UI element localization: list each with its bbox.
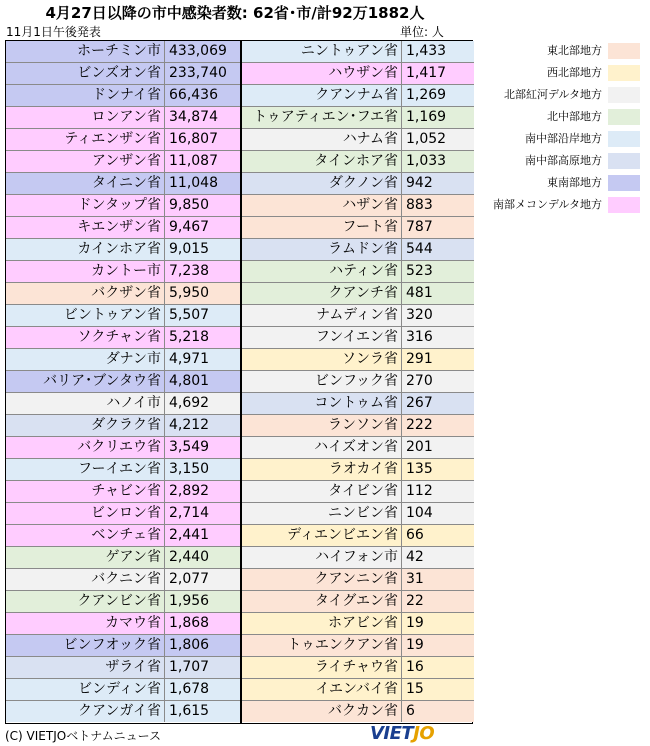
table-row bbox=[6, 547, 240, 569]
province-name: アンザン省 bbox=[6, 151, 165, 172]
case-count: 66,436 bbox=[165, 85, 240, 106]
legend-label: 東南部地方 bbox=[547, 176, 602, 189]
legend-label: 西北部地方 bbox=[547, 66, 602, 79]
case-count: 1,956 bbox=[165, 591, 240, 612]
case-count: 267 bbox=[402, 393, 474, 414]
case-count: 883 bbox=[402, 195, 474, 216]
case-count: 4,692 bbox=[165, 393, 240, 414]
table-row bbox=[6, 261, 240, 283]
table-row bbox=[242, 349, 474, 371]
province-name: ダクノン省 bbox=[242, 173, 402, 194]
table-row bbox=[242, 371, 474, 393]
case-count: 22 bbox=[402, 591, 474, 612]
province-name: ニントゥアン省 bbox=[242, 41, 402, 62]
case-count: 5,507 bbox=[165, 305, 240, 326]
case-count: 19 bbox=[402, 635, 474, 656]
province-name: ランソン省 bbox=[242, 415, 402, 436]
table-row bbox=[242, 591, 474, 613]
province-name: ハイフォン市 bbox=[242, 547, 402, 568]
case-count: 15 bbox=[402, 679, 474, 700]
case-count: 1,052 bbox=[402, 129, 474, 150]
table-row bbox=[242, 437, 474, 459]
province-name: ホーチミン市 bbox=[6, 41, 165, 62]
legend-swatch bbox=[608, 43, 640, 59]
legend-item bbox=[480, 84, 646, 106]
province-name: バクザン省 bbox=[6, 283, 165, 304]
province-name: ティエンザン省 bbox=[6, 129, 165, 150]
legend-item bbox=[480, 194, 646, 216]
case-count: 19 bbox=[402, 613, 474, 634]
table-row bbox=[6, 591, 240, 613]
case-count: 66 bbox=[402, 525, 474, 546]
table-row bbox=[242, 657, 474, 679]
table-row bbox=[242, 503, 474, 525]
table-row bbox=[242, 283, 474, 305]
case-count: 1,868 bbox=[165, 613, 240, 634]
case-count: 9,850 bbox=[165, 195, 240, 216]
case-count: 2,441 bbox=[165, 525, 240, 546]
case-count: 2,892 bbox=[165, 481, 240, 502]
case-count: 4,801 bbox=[165, 371, 240, 392]
table-row bbox=[242, 327, 474, 349]
province-name: ハナム省 bbox=[242, 129, 402, 150]
province-name: ベンチェ省 bbox=[6, 525, 165, 546]
province-name: クアンニン省 bbox=[242, 569, 402, 590]
table-row bbox=[6, 283, 240, 305]
left-column bbox=[6, 41, 240, 723]
province-name: ダナン市 bbox=[6, 349, 165, 370]
legend-item bbox=[480, 150, 646, 172]
legend-swatch bbox=[608, 153, 640, 169]
case-count: 5,218 bbox=[165, 327, 240, 348]
province-name: ビントゥアン省 bbox=[6, 305, 165, 326]
case-count: 270 bbox=[402, 371, 474, 392]
legend-swatch bbox=[608, 131, 640, 147]
case-count: 7,238 bbox=[165, 261, 240, 282]
case-count: 112 bbox=[402, 481, 474, 502]
province-name: クアンビン省 bbox=[6, 591, 165, 612]
province-name: カマウ省 bbox=[6, 613, 165, 634]
case-count: 222 bbox=[402, 415, 474, 436]
province-name: ビンフオック省 bbox=[6, 635, 165, 656]
province-name: ドンナイ省 bbox=[6, 85, 165, 106]
table-row bbox=[6, 635, 240, 657]
copyright-text: (C) VIETJOベトナムニュース bbox=[5, 729, 162, 743]
case-count: 1,033 bbox=[402, 151, 474, 172]
table-row bbox=[242, 305, 474, 327]
case-count: 11,048 bbox=[165, 173, 240, 194]
table-row bbox=[6, 459, 240, 481]
table-row bbox=[242, 525, 474, 547]
table-row bbox=[242, 393, 474, 415]
table-row bbox=[242, 151, 474, 173]
province-name: カントー市 bbox=[6, 261, 165, 282]
case-count: 5,950 bbox=[165, 283, 240, 304]
case-count: 9,015 bbox=[165, 239, 240, 260]
province-name: ラムドン省 bbox=[242, 239, 402, 260]
legend-swatch bbox=[608, 197, 640, 213]
province-name: フンイエン省 bbox=[242, 327, 402, 348]
table-row bbox=[6, 349, 240, 371]
case-count: 3,549 bbox=[165, 437, 240, 458]
province-name: バリア･ブンタウ省 bbox=[6, 371, 165, 392]
case-count: 2,077 bbox=[165, 569, 240, 590]
table-row bbox=[6, 569, 240, 591]
province-name: イエンバイ省 bbox=[242, 679, 402, 700]
table-row bbox=[242, 129, 474, 151]
legend-label: 東北部地方 bbox=[547, 44, 602, 57]
table-row bbox=[6, 195, 240, 217]
province-name: バクニン省 bbox=[6, 569, 165, 590]
infection-table bbox=[5, 40, 473, 724]
case-count: 1,269 bbox=[402, 85, 474, 106]
legend-swatch bbox=[608, 87, 640, 103]
province-name: ラオカイ省 bbox=[242, 459, 402, 480]
province-name: バクカン省 bbox=[242, 701, 402, 722]
table-row bbox=[6, 327, 240, 349]
case-count: 42 bbox=[402, 547, 474, 568]
right-column bbox=[240, 41, 474, 723]
legend-label: 北中部地方 bbox=[547, 110, 602, 123]
table-row bbox=[6, 305, 240, 327]
case-count: 1,433 bbox=[402, 41, 474, 62]
table-row bbox=[242, 635, 474, 657]
table-row bbox=[242, 195, 474, 217]
legend-swatch bbox=[608, 109, 640, 125]
case-count: 433,069 bbox=[165, 41, 240, 62]
table-row bbox=[242, 261, 474, 283]
case-count: 104 bbox=[402, 503, 474, 524]
case-count: 201 bbox=[402, 437, 474, 458]
case-count: 9,467 bbox=[165, 217, 240, 238]
province-name: ハノイ市 bbox=[6, 393, 165, 414]
province-name: ザライ省 bbox=[6, 657, 165, 678]
case-count: 4,212 bbox=[165, 415, 240, 436]
table-row bbox=[242, 63, 474, 85]
legend-swatch bbox=[608, 65, 640, 81]
table-row bbox=[6, 657, 240, 679]
legend-item bbox=[480, 172, 646, 194]
table-row bbox=[6, 481, 240, 503]
legend-label: 南中部沿岸地方 bbox=[525, 132, 602, 145]
province-name: ハザン省 bbox=[242, 195, 402, 216]
case-count: 16,807 bbox=[165, 129, 240, 150]
date-note: 11月1日午後発表 bbox=[6, 25, 101, 39]
province-name: ビンディン省 bbox=[6, 679, 165, 700]
legend-swatch bbox=[608, 175, 640, 191]
table-row bbox=[6, 415, 240, 437]
table-row bbox=[6, 85, 240, 107]
table-row bbox=[6, 107, 240, 129]
table-row bbox=[6, 701, 240, 723]
table-row bbox=[6, 41, 240, 63]
province-name: ニンビン省 bbox=[242, 503, 402, 524]
legend-label: 南部メコンデルタ地方 bbox=[492, 198, 602, 211]
case-count: 135 bbox=[402, 459, 474, 480]
province-name: タイビン省 bbox=[242, 481, 402, 502]
page-title: 4月27日以降の市中感染者数: 62省･市/計92万1882人 bbox=[45, 4, 425, 22]
case-count: 1,678 bbox=[165, 679, 240, 700]
case-count: 523 bbox=[402, 261, 474, 282]
province-name: ゲアン省 bbox=[6, 547, 165, 568]
logo-main: VIET bbox=[370, 723, 414, 744]
province-name: ダクラク省 bbox=[6, 415, 165, 436]
table-row bbox=[6, 525, 240, 547]
table-row bbox=[6, 393, 240, 415]
table-row bbox=[242, 701, 474, 723]
table-row bbox=[242, 547, 474, 569]
legend-item bbox=[480, 62, 646, 84]
case-count: 316 bbox=[402, 327, 474, 348]
province-name: トゥアティエン･フエ省 bbox=[242, 107, 402, 128]
legend-item bbox=[480, 106, 646, 128]
province-name: トゥエンクアン省 bbox=[242, 635, 402, 656]
table-row bbox=[242, 107, 474, 129]
province-name: ドンタップ省 bbox=[6, 195, 165, 216]
table-row bbox=[6, 129, 240, 151]
table-row bbox=[6, 239, 240, 261]
province-name: ハイズオン省 bbox=[242, 437, 402, 458]
case-count: 1,806 bbox=[165, 635, 240, 656]
province-name: クアンチ省 bbox=[242, 283, 402, 304]
case-count: 320 bbox=[402, 305, 474, 326]
table-row bbox=[6, 437, 240, 459]
province-name: ハウザン省 bbox=[242, 63, 402, 84]
province-name: フーイエン省 bbox=[6, 459, 165, 480]
province-name: キエンザン省 bbox=[6, 217, 165, 238]
table-row bbox=[6, 173, 240, 195]
case-count: 4,971 bbox=[165, 349, 240, 370]
case-count: 16 bbox=[402, 657, 474, 678]
table-row bbox=[242, 41, 474, 63]
province-name: クアンナム省 bbox=[242, 85, 402, 106]
case-count: 31 bbox=[402, 569, 474, 590]
province-name: カインホア省 bbox=[6, 239, 165, 260]
province-name: タイグエン省 bbox=[242, 591, 402, 612]
case-count: 34,874 bbox=[165, 107, 240, 128]
case-count: 787 bbox=[402, 217, 474, 238]
unit-label: 単位: 人 bbox=[400, 25, 444, 39]
province-name: フート省 bbox=[242, 217, 402, 238]
case-count: 1,615 bbox=[165, 701, 240, 722]
table-row bbox=[6, 151, 240, 173]
case-count: 2,440 bbox=[165, 547, 240, 568]
province-name: ビンロン省 bbox=[6, 503, 165, 524]
case-count: 481 bbox=[402, 283, 474, 304]
case-count: 11,087 bbox=[165, 151, 240, 172]
table-row bbox=[6, 613, 240, 635]
case-count: 291 bbox=[402, 349, 474, 370]
province-name: ロンアン省 bbox=[6, 107, 165, 128]
table-row bbox=[242, 679, 474, 701]
province-name: ハティン省 bbox=[242, 261, 402, 282]
table-row bbox=[242, 459, 474, 481]
case-count: 1,417 bbox=[402, 63, 474, 84]
province-name: ソンラ省 bbox=[242, 349, 402, 370]
legend-item bbox=[480, 128, 646, 150]
logo-accent: JO bbox=[413, 723, 435, 744]
table-row bbox=[242, 217, 474, 239]
case-count: 6 bbox=[402, 701, 474, 722]
table-row bbox=[242, 239, 474, 261]
legend-label: 南中部高原地方 bbox=[525, 154, 602, 167]
case-count: 1,707 bbox=[165, 657, 240, 678]
case-count: 3,150 bbox=[165, 459, 240, 480]
table-row bbox=[6, 371, 240, 393]
table-row bbox=[242, 173, 474, 195]
province-name: タインホア省 bbox=[242, 151, 402, 172]
case-count: 233,740 bbox=[165, 63, 240, 84]
province-name: クアンガイ省 bbox=[6, 701, 165, 722]
province-name: バクリエウ省 bbox=[6, 437, 165, 458]
province-name: ビンフック省 bbox=[242, 371, 402, 392]
case-count: 1,169 bbox=[402, 107, 474, 128]
province-name: チャビン省 bbox=[6, 481, 165, 502]
table-row bbox=[242, 415, 474, 437]
table-row bbox=[6, 503, 240, 525]
province-name: ディエンビエン省 bbox=[242, 525, 402, 546]
province-name: コントゥム省 bbox=[242, 393, 402, 414]
province-name: タイニン省 bbox=[6, 173, 165, 194]
province-name: ホアビン省 bbox=[242, 613, 402, 634]
legend-label: 北部紅河デルタ地方 bbox=[503, 88, 602, 101]
table-row bbox=[242, 613, 474, 635]
table-row bbox=[6, 679, 240, 701]
legend-item bbox=[480, 40, 646, 62]
table-row bbox=[242, 481, 474, 503]
region-legend bbox=[480, 40, 646, 216]
table-row bbox=[242, 569, 474, 591]
province-name: ソクチャン省 bbox=[6, 327, 165, 348]
table-row bbox=[6, 63, 240, 85]
table-row bbox=[242, 85, 474, 107]
province-name: ナムディン省 bbox=[242, 305, 402, 326]
case-count: 942 bbox=[402, 173, 474, 194]
province-name: ビンズオン省 bbox=[6, 63, 165, 84]
case-count: 2,714 bbox=[165, 503, 240, 524]
table-row bbox=[6, 217, 240, 239]
case-count: 544 bbox=[402, 239, 474, 260]
vietjo-logo bbox=[370, 723, 434, 744]
province-name: ライチャウ省 bbox=[242, 657, 402, 678]
